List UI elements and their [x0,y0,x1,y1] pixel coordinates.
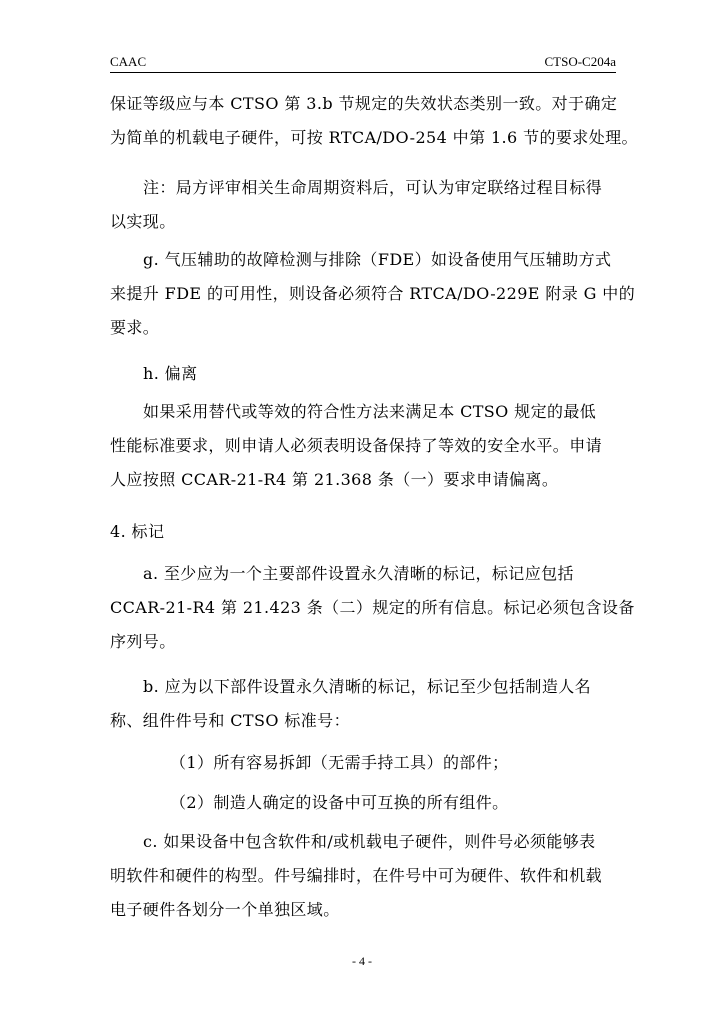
paragraph-note [110,171,616,239]
text-line: 来提升 FDE 的可用性，则设备必须符合 RTCA/DO-229E 附录 G 中的 [110,284,636,303]
text-line: a. 至少应为一个主要部件设置永久清晰的标记，标记应包括 [143,564,574,583]
text-line: 性能标准要求，则申请人必须表明设备保持了等效的安全水平。申请 [110,436,603,455]
text-line: 称、组件件号和 CTSO 标准号： [110,711,350,730]
section-heading-marking [110,515,616,549]
text-line: 注：局方评审相关生命周期资料后，可认为审定联络过程目标得 [143,178,603,197]
text-line: 电子硬件各划分一个单独区域。 [110,900,340,919]
text-line: 保证等级应与本 CTSO 第 3.b 节规定的失效状态类别一致。对于确定 [110,94,618,113]
text-line: g. 气压辅助的故障检测与排除（FDE）如设备使用气压辅助方式 [143,250,612,269]
text-line: 要求。 [110,318,160,337]
text-line: CCAR-21-R4 第 21.423 条（二）规定的所有信息。标记必须包含设备 [110,598,635,617]
text-line: 明软件和硬件的构型。件号编排时，在件号中可为硬件、软件和机载 [110,866,603,885]
page-number: - 4 - [352,954,372,968]
paragraph-g-fde [110,243,636,345]
text-line: 序列号。 [110,632,176,651]
text-line: b. 应为以下部件设置永久清晰的标记，标记至少包括制造人名 [143,677,592,696]
paragraph-a-marking [110,557,635,659]
header-org: CAAC [110,54,147,69]
list-item: （1）所有容易拆卸（无需手持工具）的部件； [170,753,509,772]
paragraph-c-part-number [110,825,616,927]
text-line: 为简单的机载电子硬件，可按 RTCA/DO-254 中第 1.6 节的要求处理。 [110,128,638,147]
heading-h-deviation [110,357,616,391]
list-b-items [110,786,616,820]
text-line: h. 偏离 [143,364,198,383]
list-b-items [110,746,616,780]
text-line: 如果采用替代或等效的符合性方法来满足本 CTSO 规定的最低 [143,402,597,421]
list-item: （2）制造人确定的设备中可互换的所有组件。 [170,793,509,812]
page-header [110,52,616,73]
header-doc-number: CTSO-C204a [544,54,616,69]
paragraph-assurance-level [110,87,638,155]
section-title: 4. 标记 [110,522,165,541]
text-line: c. 如果设备中包含软件和/或机载电子硬件，则件号必须能够表 [143,832,596,851]
paragraph-b-marking [110,670,616,738]
paragraph-deviation [110,395,616,497]
text-line: 以实现。 [110,212,176,231]
text-line: 人应按照 CCAR-21-R4 第 21.368 条（一）要求申请偏离。 [110,470,559,489]
